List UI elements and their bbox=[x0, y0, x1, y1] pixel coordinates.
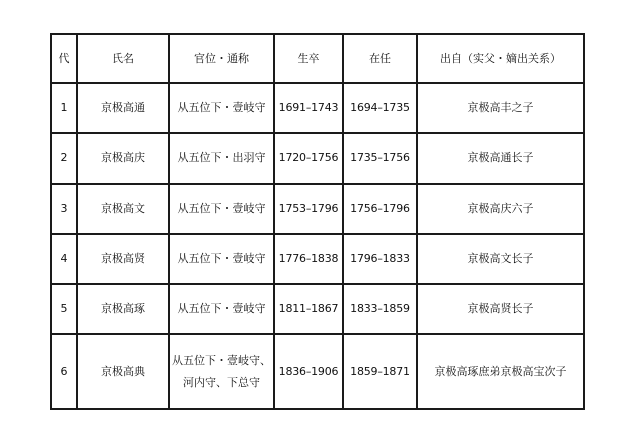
header-name: 氏名 bbox=[78, 35, 168, 82]
table-row bbox=[52, 235, 583, 283]
cell-gen: 4 bbox=[52, 235, 76, 283]
header-gen: 代 bbox=[52, 35, 76, 82]
cell-tenure: 1735–1756 bbox=[344, 134, 416, 182]
cell-rank: 从五位下・壹岐守 bbox=[170, 84, 273, 132]
cell-origin: 京极高通长子 bbox=[418, 134, 583, 182]
cell-origin: 京极高庆六子 bbox=[418, 185, 583, 233]
cell-origin: 京极高琢庶弟京极高宝次子 bbox=[418, 335, 583, 408]
cell-gen: 1 bbox=[52, 84, 76, 132]
cell-tenure: 1694–1735 bbox=[344, 84, 416, 132]
cell-rank-line-2: 河内守、下总守 bbox=[183, 375, 260, 389]
cell-name: 京极高贤 bbox=[78, 235, 168, 283]
cell-life: 1691–1743 bbox=[275, 84, 342, 132]
cell-life: 1811–1867 bbox=[275, 285, 342, 333]
cell-name: 京极高文 bbox=[78, 185, 168, 233]
cell-rank: 从五位下・壹岐守 bbox=[170, 235, 273, 283]
cell-life: 1720–1756 bbox=[275, 134, 342, 182]
cell-gen: 2 bbox=[52, 134, 76, 182]
cell-gen: 5 bbox=[52, 285, 76, 333]
table-row bbox=[52, 84, 583, 132]
header-life: 生卒 bbox=[275, 35, 342, 82]
table-row bbox=[52, 335, 583, 408]
header-row bbox=[52, 35, 583, 82]
cell-rank: 从五位下・壹岐守 bbox=[170, 185, 273, 233]
cell-gen: 3 bbox=[52, 185, 76, 233]
cell-name: 京极高琢 bbox=[78, 285, 168, 333]
cell-life: 1776–1838 bbox=[275, 235, 342, 283]
cell-name: 京极高通 bbox=[78, 84, 168, 132]
header-tenure: 在任 bbox=[344, 35, 416, 82]
header-origin: 出自（实父・嫡出关系） bbox=[418, 35, 583, 82]
cell-rank: 从五位下・壹岐守 bbox=[170, 285, 273, 333]
cell-tenure: 1756–1796 bbox=[344, 185, 416, 233]
cell-rank: 从五位下・出羽守 bbox=[170, 134, 273, 182]
cell-life: 1753–1796 bbox=[275, 185, 342, 233]
cell-gen: 6 bbox=[52, 335, 76, 408]
cell-name: 京极高庆 bbox=[78, 134, 168, 182]
genealogy-table bbox=[50, 33, 585, 410]
cell-origin: 京极高丰之子 bbox=[418, 84, 583, 132]
table-row bbox=[52, 134, 583, 182]
cell-tenure: 1796–1833 bbox=[344, 235, 416, 283]
cell-origin: 京极高文长子 bbox=[418, 235, 583, 283]
cell-rank bbox=[170, 335, 273, 408]
cell-life: 1836–1906 bbox=[275, 335, 342, 408]
header-rank: 官位・通称 bbox=[170, 35, 273, 82]
cell-name: 京极高典 bbox=[78, 335, 168, 408]
cell-rank-line-1: 从五位下・壹岐守、 bbox=[172, 353, 271, 367]
cell-tenure: 1859–1871 bbox=[344, 335, 416, 408]
cell-tenure: 1833–1859 bbox=[344, 285, 416, 333]
cell-origin: 京极高贤长子 bbox=[418, 285, 583, 333]
table-row bbox=[52, 285, 583, 333]
table-row bbox=[52, 185, 583, 233]
